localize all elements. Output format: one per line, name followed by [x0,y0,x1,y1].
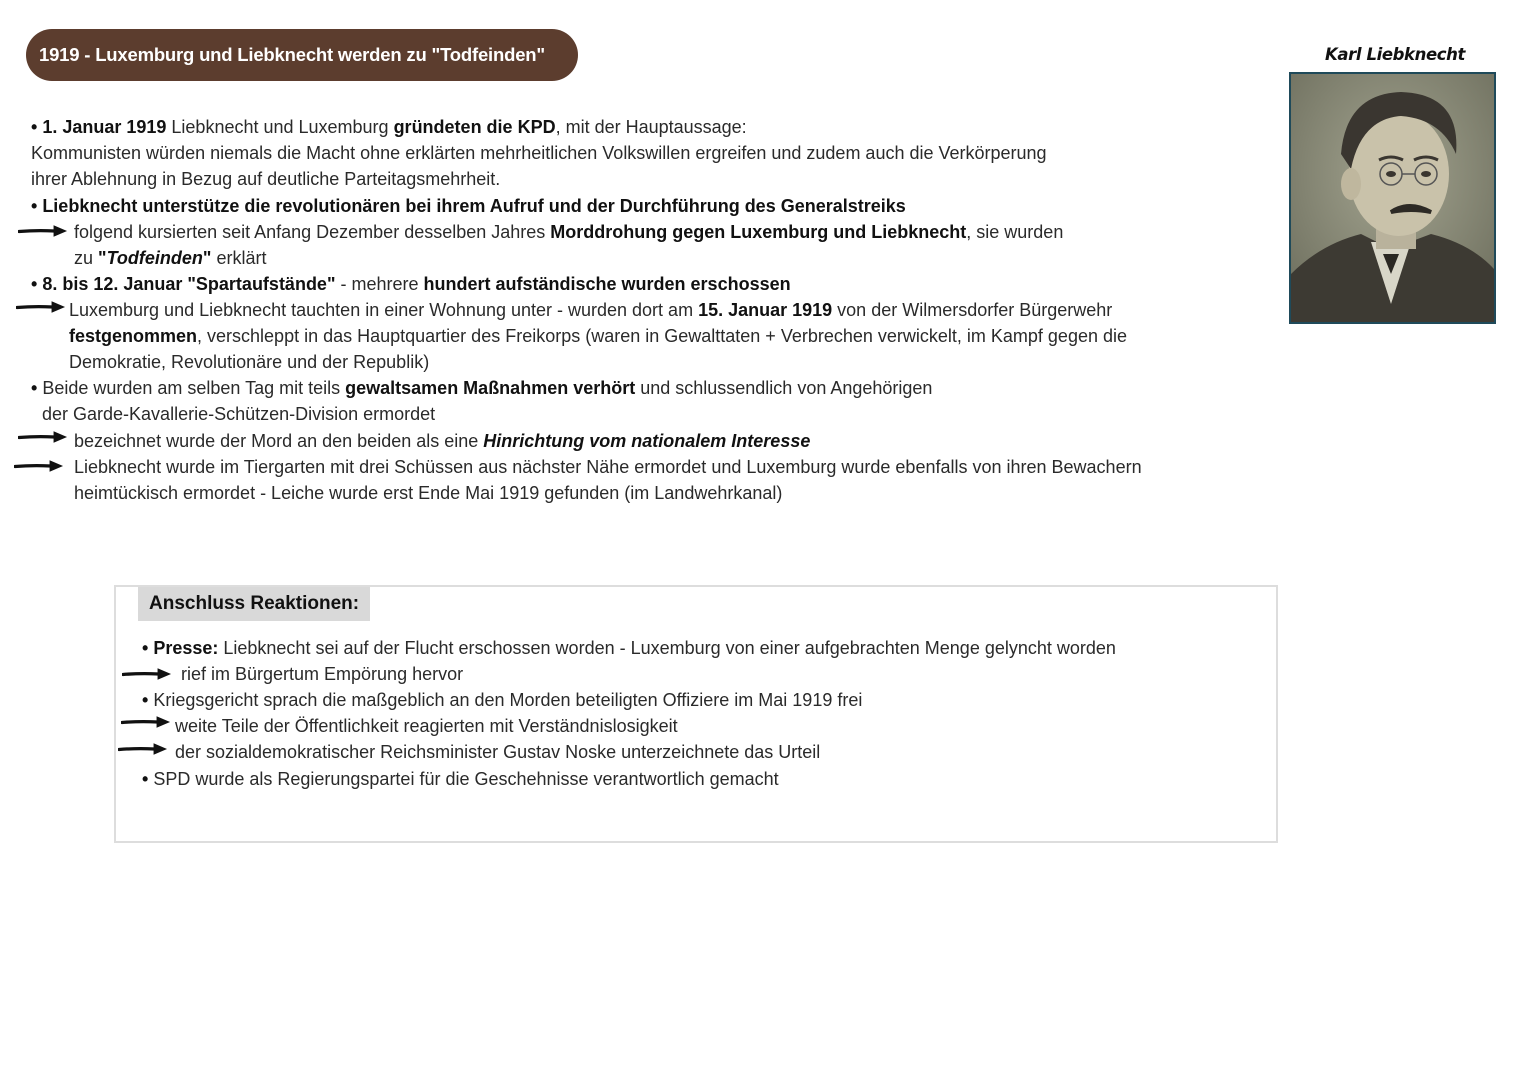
text-run: Liebknecht und Luxemburg [166,117,394,137]
text-run: hundert aufständische wurden erschossen [423,274,791,294]
text-run: der Garde-Kavallerie-Schützen-Division ermordet [42,404,436,424]
bullet-icon: • [142,769,149,789]
bullet-icon: • [31,196,38,216]
arrow-right-icon [118,742,168,756]
text-run: der sozialdemokratischer Reichsminister Gustav Noske unterzeichnete das Urteil [175,742,821,762]
text-run: von der Wilmersdorfer Bürgerwehr [832,300,1113,320]
note-line [74,428,810,454]
text-run: Beide wurden am selben Tag mit teils [37,378,346,398]
text-run: folgend kursierten seit Anfang Dezember desselben Jahres [74,222,551,242]
reaction-line [142,687,862,713]
reaction-line [175,713,678,739]
arrow-right-icon [121,715,171,729]
section-title [26,29,578,81]
note-line [31,193,906,219]
note-line [42,401,435,427]
note-line [74,219,1063,245]
text-run: 8. bis 12. Januar "Spartaufstände" [37,274,336,294]
bullet-icon: • [31,117,38,137]
arrow-right-icon [18,430,68,444]
note-line [69,297,1112,323]
text-run: - mehrere [335,274,424,294]
text-run: gewaltsamen Maßnahmen verhört [345,378,636,398]
note-line [31,375,932,401]
arrow-right-icon [18,224,68,238]
text-run: weite Teile der Öffentlichkeit reagierten mit Verständnislosigkeit [175,716,678,736]
reaction-line [175,739,820,765]
bullet-icon: • [142,690,149,710]
note-line [74,480,782,506]
text-run: Morddrohung gegen Luxemburg und Liebknecht [550,222,967,242]
text-run: gründeten die KPD [393,117,556,137]
text-run: Kommunisten würden niemals die Macht ohne erklärten mehrheitlichen Volkswillen ergreifen und zudem auch die Verkörperung [31,143,1047,163]
text-run: Presse: [148,638,219,658]
note-line [74,245,266,271]
text-run: bezeichnet wurde der Mord an den beiden als eine [74,431,484,451]
note-line [31,166,500,192]
note-line [69,349,429,375]
text-run: Demokratie, Revolutionäre und der Republik) [69,352,430,372]
note-line [31,271,791,297]
text-run: , mit der Hauptaussage: [555,117,747,137]
text-run: 15. Januar 1919 [698,300,833,320]
portrait-photo [1289,72,1496,324]
text-run: festgenommen [69,326,198,346]
bullet-icon: • [31,274,38,294]
bullet-icon: • [142,638,149,658]
text-run: erklärt [211,248,267,268]
section-title-text: 1919 - Luxemburg und Liebknecht werden zu "Todfeinden" [39,44,545,65]
text-run: " [98,248,107,268]
text-run: Luxemburg und Liebknecht tauchten in einer Wohnung unter - wurden dort am [69,300,699,320]
text-run: , sie wurden [966,222,1064,242]
reaction-line [181,661,463,687]
text-run: Hinrichtung vom nationalem Interesse [483,431,811,451]
portrait-caption: Karl Liebknecht [1325,45,1465,64]
reactions-title: Anschluss Reaktionen: [138,587,370,621]
text-run: zu [74,248,99,268]
note-line [74,454,1142,480]
arrow-right-icon [14,459,64,473]
note-line [31,114,747,140]
text-run: und schlussendlich von Angehörigen [635,378,933,398]
bullet-icon: • [31,378,38,398]
text-run: heimtückisch ermordet - Leiche wurde erst Ende Mai 1919 gefunden (im Landwehrkanal) [74,483,783,503]
text-run: Kriegsgericht sprach die maßgeblich an den Morden beteiligten Offiziere im Mai 1919 frei [148,690,863,710]
text-run: Liebknecht unterstütze die revolutionären bei ihrem Aufruf und der Durchführung des Generalstreiks [37,196,906,216]
text-run: Liebknecht wurde im Tiergarten mit drei Schüssen aus nächster Nähe ermordet und Luxemburg wurde ebenfalls von ihren Bewachern [74,457,1142,477]
note-line [69,323,1127,349]
portrait-image-icon [1291,74,1494,322]
arrow-right-icon [122,667,172,681]
text-run: Todfeinden [106,248,203,268]
text-run: Liebknecht sei auf der Flucht erschossen worden - Luxemburg von einer aufgebrachten Menge gelyncht worden [218,638,1116,658]
text-run: 1. Januar 1919 [37,117,167,137]
reaction-line [142,635,1116,661]
arrow-right-icon [16,300,66,314]
text-run: rief im Bürgertum Empörung hervor [181,664,464,684]
text-run: " [202,248,212,268]
reaction-line [142,766,779,792]
text-run: ihrer Ablehnung in Bezug auf deutliche Parteitagsmehrheit. [31,169,501,189]
text-run: , verschleppt in das Hauptquartier des Freikorps (waren in Gewalttaten + Verbrechen verwickelt, im Kampf gegen die [197,326,1127,346]
note-line [31,140,1047,166]
text-run: SPD wurde als Regierungspartei für die Geschehnisse verantwortlich gemacht [148,769,779,789]
